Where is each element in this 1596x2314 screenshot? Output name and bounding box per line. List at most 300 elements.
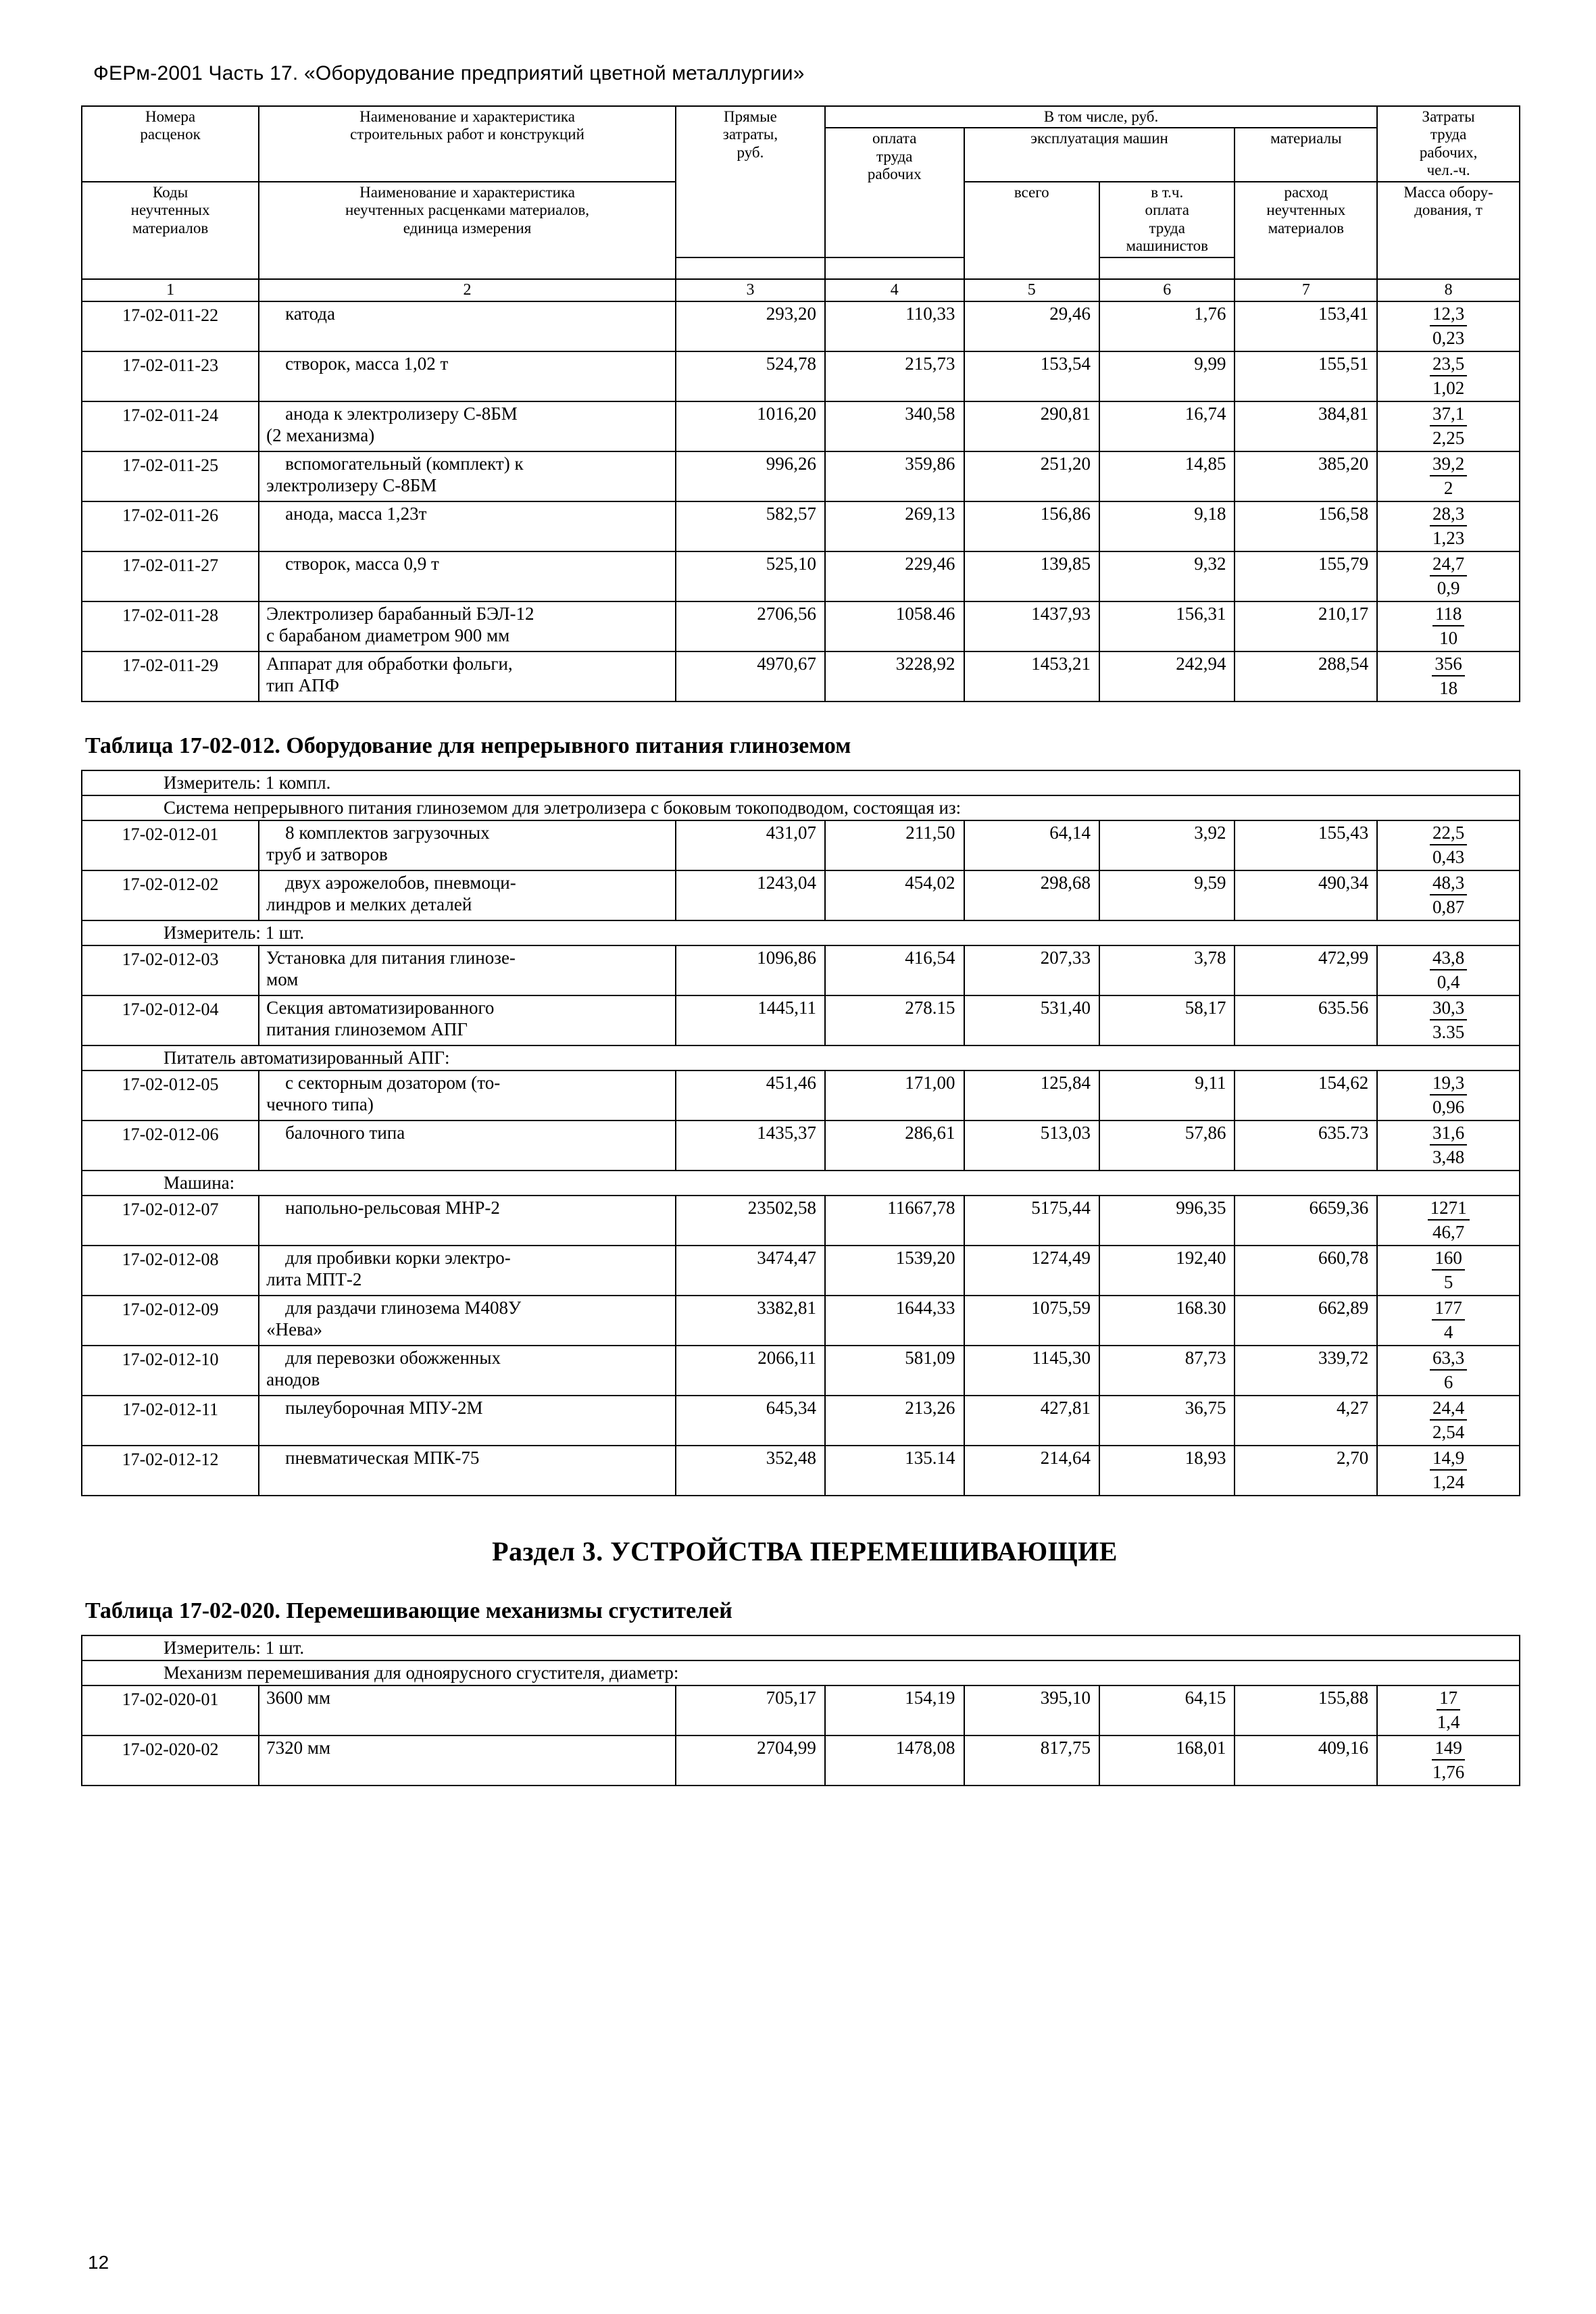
row-labor-mass: [1377, 1685, 1520, 1736]
row-name-line1: Установка для питания глинозе-: [266, 947, 516, 968]
row-name: [259, 1196, 676, 1246]
row-labor: 48,3: [1430, 872, 1467, 895]
row-machines-total: 1274,49: [964, 1246, 1099, 1296]
row-materials: 2,70: [1235, 1446, 1377, 1496]
row-code: 17-02-011-25: [82, 451, 259, 501]
row-name: [259, 1296, 676, 1346]
row-workers-pay: 213,26: [825, 1396, 964, 1446]
row-operators-pay: 14,85: [1099, 451, 1235, 501]
row-code: 17-02-012-06: [82, 1121, 259, 1171]
group-row: [82, 1045, 1520, 1070]
row-operators-pay: 9,32: [1099, 551, 1235, 601]
row-labor: 28,3: [1430, 503, 1467, 526]
row-name: [259, 1396, 676, 1446]
row-code: 17-02-012-07: [82, 1196, 259, 1246]
row-workers-pay: 1478,08: [825, 1736, 964, 1786]
measure-label: Измеритель: 1 шт.: [82, 920, 1520, 945]
row-labor: 14,9: [1430, 1448, 1467, 1471]
table-row: [82, 870, 1520, 920]
row-name: [259, 870, 676, 920]
header-cell-equipment-mass: Масса обору- дования, т: [1377, 182, 1520, 279]
row-name-line2: анодов: [266, 1369, 320, 1389]
row-direct-costs: 2704,99: [676, 1736, 825, 1786]
row-name: [259, 1736, 676, 1786]
rates-table-top: [81, 105, 1520, 702]
row-direct-costs: 451,46: [676, 1070, 825, 1121]
row-code: 17-02-012-03: [82, 945, 259, 995]
row-name-line1: с секторным дозатором (то-: [285, 1072, 501, 1093]
row-workers-pay: 154,19: [825, 1685, 964, 1736]
group-label: Машина:: [82, 1171, 1520, 1196]
row-name: [259, 1070, 676, 1121]
table-row: [82, 601, 1520, 651]
measure-row: [82, 920, 1520, 945]
row-machines-total: 395,10: [964, 1685, 1099, 1736]
row-labor: 30,3: [1430, 998, 1467, 1020]
row-materials: 385,20: [1235, 451, 1377, 501]
row-name: [259, 351, 676, 401]
row-labor: 39,2: [1430, 453, 1467, 476]
row-machines-total: 290,81: [964, 401, 1099, 451]
row-labor: 177: [1432, 1298, 1465, 1321]
table-row: [82, 1196, 1520, 1246]
row-direct-costs: 1445,11: [676, 995, 825, 1045]
row-labor: 31,6: [1430, 1123, 1467, 1146]
row-operators-pay: 168,01: [1099, 1736, 1235, 1786]
row-labor: 19,3: [1430, 1073, 1467, 1096]
row-materials: 635.56: [1235, 995, 1377, 1045]
row-direct-costs: 352,48: [676, 1446, 825, 1496]
column-number-5: 5: [964, 279, 1099, 301]
row-code: 17-02-012-12: [82, 1446, 259, 1496]
row-code: 17-02-012-08: [82, 1246, 259, 1296]
table-header-row-1: [82, 106, 1520, 128]
row-labor-mass: [1377, 501, 1520, 551]
row-labor: 37,1: [1430, 403, 1467, 426]
row-name-line1: створок, масса 0,9 т: [285, 553, 439, 574]
row-materials: 155,51: [1235, 351, 1377, 401]
row-code: 17-02-011-27: [82, 551, 259, 601]
row-materials: 384,81: [1235, 401, 1377, 451]
measure-row: [82, 770, 1520, 795]
row-mass: 10: [1439, 627, 1458, 648]
row-mass: 2,25: [1432, 427, 1465, 448]
row-name-line1: вспомогательный (комплект) к: [285, 453, 524, 474]
row-mass: 4: [1443, 1321, 1453, 1342]
row-name: [259, 451, 676, 501]
row-materials: 288,54: [1235, 651, 1377, 701]
row-direct-costs: 2066,11: [676, 1346, 825, 1396]
row-name: [259, 820, 676, 870]
group-row: [82, 795, 1520, 820]
row-direct-costs: 1435,37: [676, 1121, 825, 1171]
row-direct-costs: 996,26: [676, 451, 825, 501]
row-labor: 1271: [1428, 1198, 1470, 1221]
row-machines-total: 153,54: [964, 351, 1099, 401]
row-code: 17-02-012-09: [82, 1296, 259, 1346]
row-workers-pay: 135.14: [825, 1446, 964, 1496]
row-operators-pay: 18,93: [1099, 1446, 1235, 1496]
row-mass: 6: [1443, 1371, 1453, 1392]
row-machines-total: 531,40: [964, 995, 1099, 1045]
row-direct-costs: 3382,81: [676, 1296, 825, 1346]
row-workers-pay: 11667,78: [825, 1196, 964, 1246]
header-cell-unaccounted-codes: Коды неучтенных материалов: [82, 182, 259, 279]
row-name-line1: для пробивки корки электро-: [285, 1247, 511, 1268]
row-materials: 635.73: [1235, 1121, 1377, 1171]
row-labor: 12,3: [1430, 303, 1467, 326]
row-operators-pay: 64,15: [1099, 1685, 1235, 1736]
row-operators-pay: 242,94: [1099, 651, 1235, 701]
row-name-line1: пылеуборочная МПУ-2М: [285, 1397, 483, 1418]
row-name: [259, 551, 676, 601]
row-labor-mass: [1377, 995, 1520, 1045]
row-name-line1: пневматическая МПК-75: [285, 1447, 480, 1468]
row-materials: 155,79: [1235, 551, 1377, 601]
row-operators-pay: 87,73: [1099, 1346, 1235, 1396]
row-materials: 155,43: [1235, 820, 1377, 870]
row-workers-pay: 1644,33: [825, 1296, 964, 1346]
rates-table-012: [81, 770, 1520, 1496]
row-materials: 660,78: [1235, 1246, 1377, 1296]
row-labor-mass: [1377, 401, 1520, 451]
row-name: [259, 1121, 676, 1171]
row-mass: 1,24: [1432, 1471, 1465, 1492]
row-direct-costs: 582,57: [676, 501, 825, 551]
header-cell-workers-pay: оплата труда рабочих: [825, 128, 964, 257]
row-operators-pay: 168.30: [1099, 1296, 1235, 1346]
table-row: [82, 1070, 1520, 1121]
row-name-line1: балочного типа: [285, 1122, 405, 1143]
table-row: [82, 501, 1520, 551]
row-operators-pay: 192,40: [1099, 1246, 1235, 1296]
row-labor-mass: [1377, 301, 1520, 351]
row-name: [259, 1685, 676, 1736]
row-labor-mass: [1377, 651, 1520, 701]
column-number-4: 4: [825, 279, 964, 301]
row-direct-costs: 4970,67: [676, 651, 825, 701]
table-row: [82, 301, 1520, 351]
table-row: [82, 1685, 1520, 1736]
header-cell-direct-costs: Прямые затраты, руб.: [676, 106, 825, 257]
row-mass: 18: [1439, 677, 1458, 698]
row-mass: 1,23: [1432, 527, 1465, 548]
row-mass: 1,76: [1432, 1761, 1465, 1782]
row-name-line1: Секция автоматизированного: [266, 997, 495, 1018]
row-materials: 210,17: [1235, 601, 1377, 651]
measure-row: [82, 1635, 1520, 1660]
row-direct-costs: 705,17: [676, 1685, 825, 1736]
row-machines-total: 817,75: [964, 1736, 1099, 1786]
row-machines-total: 5175,44: [964, 1196, 1099, 1246]
header-cell-machines: эксплуатация машин: [964, 128, 1235, 181]
row-workers-pay: 340,58: [825, 401, 964, 451]
header-cell-included-total: В том числе, руб.: [825, 106, 1377, 128]
row-name-line2: труб и затворов: [266, 843, 388, 864]
row-workers-pay: 171,00: [825, 1070, 964, 1121]
row-direct-costs: 645,34: [676, 1396, 825, 1446]
row-machines-total: 251,20: [964, 451, 1099, 501]
table-row: [82, 820, 1520, 870]
header-cell-codes: Номера расценок: [82, 106, 259, 182]
row-name-line2: с барабаном диаметром 900 мм: [266, 624, 510, 645]
row-operators-pay: 3,92: [1099, 820, 1235, 870]
row-name-line1: 3600 мм: [266, 1687, 331, 1708]
row-direct-costs: 1016,20: [676, 401, 825, 451]
row-mass: 3.35: [1432, 1021, 1465, 1042]
page-number: 12: [88, 2252, 109, 2273]
row-direct-costs: 293,20: [676, 301, 825, 351]
row-name: [259, 601, 676, 651]
row-labor: 356: [1432, 654, 1465, 676]
row-machines-total: 139,85: [964, 551, 1099, 601]
row-workers-pay: 581,09: [825, 1346, 964, 1396]
table-row: [82, 351, 1520, 401]
row-operators-pay: 9,18: [1099, 501, 1235, 551]
row-workers-pay: 110,33: [825, 301, 964, 351]
row-labor: 23,5: [1430, 353, 1467, 376]
row-code: 17-02-012-01: [82, 820, 259, 870]
table-row: [82, 1246, 1520, 1296]
row-name: [259, 651, 676, 701]
column-numbers-row: [82, 279, 1520, 301]
row-operators-pay: 3,78: [1099, 945, 1235, 995]
page-title: ФЕРм-2001 Часть 17. «Оборудование предприятий цветной металлургии»: [93, 62, 805, 84]
row-code: 17-02-020-02: [82, 1736, 259, 1786]
table-row: [82, 1346, 1520, 1396]
section-3-title: Раздел 3. УСТРОЙСТВА ПЕРЕМЕШИВАЮЩИЕ: [492, 1535, 1118, 1567]
row-labor: 22,5: [1430, 822, 1467, 845]
table-row: [82, 551, 1520, 601]
row-name-line1: 7320 мм: [266, 1737, 331, 1758]
group-label: Система непрерывного питания глиноземом для элетролизера с боковым токоподводом, состоящая из:: [82, 795, 1520, 820]
row-labor-mass: [1377, 945, 1520, 995]
row-name-line1: 8 комплектов загрузочных: [285, 822, 490, 843]
table-row: [82, 651, 1520, 701]
row-labor-mass: [1377, 1296, 1520, 1346]
row-name-line2: электролизеру С-8БМ: [266, 474, 437, 495]
row-direct-costs: 2706,56: [676, 601, 825, 651]
column-number-6: 6: [1099, 279, 1235, 301]
group-row: [82, 1660, 1520, 1685]
row-direct-costs: 524,78: [676, 351, 825, 401]
row-workers-pay: 211,50: [825, 820, 964, 870]
row-code: 17-02-011-26: [82, 501, 259, 551]
row-workers-pay: 269,13: [825, 501, 964, 551]
column-number-2: 2: [259, 279, 676, 301]
row-direct-costs: 23502,58: [676, 1196, 825, 1246]
row-labor-mass: [1377, 1196, 1520, 1246]
row-labor: 17: [1437, 1688, 1460, 1710]
row-labor-mass: [1377, 601, 1520, 651]
row-workers-pay: 1058.46: [825, 601, 964, 651]
row-mass: 1,4: [1437, 1711, 1460, 1732]
table-012-title: Таблица 17-02-012. Оборудование для непрерывного питания глиноземом: [85, 733, 851, 758]
row-operators-pay: 16,74: [1099, 401, 1235, 451]
header-cell-materials-consumption: расход неучтенных материалов: [1235, 182, 1377, 279]
row-labor-mass: [1377, 351, 1520, 401]
row-labor: 160: [1432, 1248, 1465, 1271]
row-mass: 0,9: [1437, 577, 1460, 598]
row-name-line1: анода к электролизеру С-8БМ: [285, 403, 518, 424]
row-materials: 662,89: [1235, 1296, 1377, 1346]
row-direct-costs: 1096,86: [676, 945, 825, 995]
row-materials: 472,99: [1235, 945, 1377, 995]
column-number-1: 1: [82, 279, 259, 301]
row-machines-total: 513,03: [964, 1121, 1099, 1171]
row-operators-pay: 9,99: [1099, 351, 1235, 401]
row-labor-mass: [1377, 1396, 1520, 1446]
row-mass: 0,23: [1432, 327, 1465, 348]
row-code: 17-02-012-04: [82, 995, 259, 1045]
row-materials: 156,58: [1235, 501, 1377, 551]
row-operators-pay: 156,31: [1099, 601, 1235, 651]
row-name: [259, 1246, 676, 1296]
row-operators-pay: 9,11: [1099, 1070, 1235, 1121]
row-materials: 6659,36: [1235, 1196, 1377, 1246]
row-name-line2: мом: [266, 968, 299, 989]
table-row: [82, 995, 1520, 1045]
row-name-line2: тип АПФ: [266, 674, 339, 695]
column-number-7: 7: [1235, 279, 1377, 301]
row-workers-pay: 286,61: [825, 1121, 964, 1171]
header-cell-names: Наименование и характеристика строительных работ и конструкций: [259, 106, 676, 182]
row-operators-pay: 36,75: [1099, 1396, 1235, 1446]
row-code: 17-02-011-24: [82, 401, 259, 451]
row-operators-pay: 996,35: [1099, 1196, 1235, 1246]
row-labor-mass: [1377, 820, 1520, 870]
row-mass: 0,43: [1432, 846, 1465, 867]
rates-table-020: [81, 1635, 1520, 1786]
row-name-line1: напольно-рельсовая МНР-2: [285, 1197, 500, 1218]
row-name-line1: для раздачи глинозема М408У: [285, 1297, 522, 1318]
row-name-line1: створок, масса 1,02 т: [285, 353, 449, 374]
row-name-line2: питания глиноземом АПГ: [266, 1018, 468, 1039]
row-labor: 149: [1432, 1738, 1465, 1761]
row-name: [259, 1346, 676, 1396]
row-operators-pay: 58,17: [1099, 995, 1235, 1045]
table-row: [82, 945, 1520, 995]
row-machines-total: 1145,30: [964, 1346, 1099, 1396]
row-machines-total: 298,68: [964, 870, 1099, 920]
row-materials: 409,16: [1235, 1736, 1377, 1786]
row-mass: 3,48: [1432, 1146, 1465, 1167]
row-mass: 5: [1443, 1271, 1453, 1292]
row-workers-pay: 454,02: [825, 870, 964, 920]
row-name-line2: линдров и мелких деталей: [266, 893, 472, 914]
row-mass: 2: [1443, 477, 1453, 498]
row-mass: 0,4: [1437, 971, 1460, 992]
table-row: [82, 401, 1520, 451]
row-workers-pay: 229,46: [825, 551, 964, 601]
row-materials: 154,62: [1235, 1070, 1377, 1121]
row-labor: 43,8: [1430, 947, 1467, 970]
row-code: 17-02-011-28: [82, 601, 259, 651]
row-materials: 490,34: [1235, 870, 1377, 920]
row-workers-pay: 278.15: [825, 995, 964, 1045]
row-operators-pay: 9,59: [1099, 870, 1235, 920]
row-materials: 155,88: [1235, 1685, 1377, 1736]
row-name: [259, 995, 676, 1045]
row-code: 17-02-012-05: [82, 1070, 259, 1121]
row-machines-total: 214,64: [964, 1446, 1099, 1496]
group-row: [82, 1171, 1520, 1196]
row-machines-total: 1075,59: [964, 1296, 1099, 1346]
row-name: [259, 401, 676, 451]
group-label: Механизм перемешивания для одноярусного сгустителя, диаметр:: [82, 1660, 1520, 1685]
row-materials: 153,41: [1235, 301, 1377, 351]
row-code: 17-02-011-22: [82, 301, 259, 351]
row-direct-costs: 431,07: [676, 820, 825, 870]
table-row: [82, 451, 1520, 501]
row-name-line1: Электролизер барабанный БЭЛ-12: [266, 603, 534, 624]
row-labor: 24,7: [1430, 553, 1467, 576]
row-workers-pay: 416,54: [825, 945, 964, 995]
row-labor-mass: [1377, 1736, 1520, 1786]
table-020-title: Таблица 17-02-020. Перемешивающие механизмы сгустителей: [85, 1598, 732, 1623]
row-code: 17-02-020-01: [82, 1685, 259, 1736]
row-mass: 46,7: [1432, 1221, 1465, 1242]
row-labor: 24,4: [1430, 1398, 1467, 1421]
table-row: [82, 1446, 1520, 1496]
row-machines-total: 156,86: [964, 501, 1099, 551]
table-row: [82, 1121, 1520, 1171]
row-labor-mass: [1377, 1121, 1520, 1171]
row-mass: 2,54: [1432, 1421, 1465, 1442]
table-row: [82, 1396, 1520, 1446]
row-workers-pay: 215,73: [825, 351, 964, 401]
row-name-line1: Аппарат для обработки фольги,: [266, 653, 513, 674]
row-labor-mass: [1377, 451, 1520, 501]
row-labor-mass: [1377, 1446, 1520, 1496]
row-code: 17-02-012-11: [82, 1396, 259, 1446]
row-workers-pay: 359,86: [825, 451, 964, 501]
row-machines-total: 125,84: [964, 1070, 1099, 1121]
row-materials: 339,72: [1235, 1346, 1377, 1396]
row-name: [259, 501, 676, 551]
row-name: [259, 945, 676, 995]
row-materials: 4,27: [1235, 1396, 1377, 1446]
column-number-8: 8: [1377, 279, 1520, 301]
row-machines-total: 29,46: [964, 301, 1099, 351]
row-labor: 63,3: [1430, 1348, 1467, 1371]
row-name-line2: (2 механизма): [266, 424, 375, 445]
table-row: [82, 1736, 1520, 1786]
row-labor-mass: [1377, 1070, 1520, 1121]
row-workers-pay: 3228,92: [825, 651, 964, 701]
row-direct-costs: 525,10: [676, 551, 825, 601]
row-machines-total: 427,81: [964, 1396, 1099, 1446]
row-machines-total: 1437,93: [964, 601, 1099, 651]
row-name-line2: чечного типа): [266, 1093, 374, 1114]
row-labor-mass: [1377, 1246, 1520, 1296]
table-row: [82, 1296, 1520, 1346]
row-machines-total: 207,33: [964, 945, 1099, 995]
row-code: 17-02-012-02: [82, 870, 259, 920]
row-name-line1: анода, масса 1,23т: [285, 503, 427, 524]
row-name-line1: двух аэрожелобов, пневмоци-: [285, 872, 516, 893]
header-cell-spacer: [676, 257, 825, 279]
measure-label: Измеритель: 1 шт.: [82, 1635, 1520, 1660]
row-labor-mass: [1377, 551, 1520, 601]
header-cell-machines-total: всего: [964, 182, 1099, 279]
row-mass: 0,96: [1432, 1096, 1465, 1117]
row-labor: 118: [1432, 604, 1465, 626]
row-labor-mass: [1377, 870, 1520, 920]
row-code: 17-02-011-29: [82, 651, 259, 701]
row-operators-pay: 57,86: [1099, 1121, 1235, 1171]
row-machines-total: 1453,21: [964, 651, 1099, 701]
